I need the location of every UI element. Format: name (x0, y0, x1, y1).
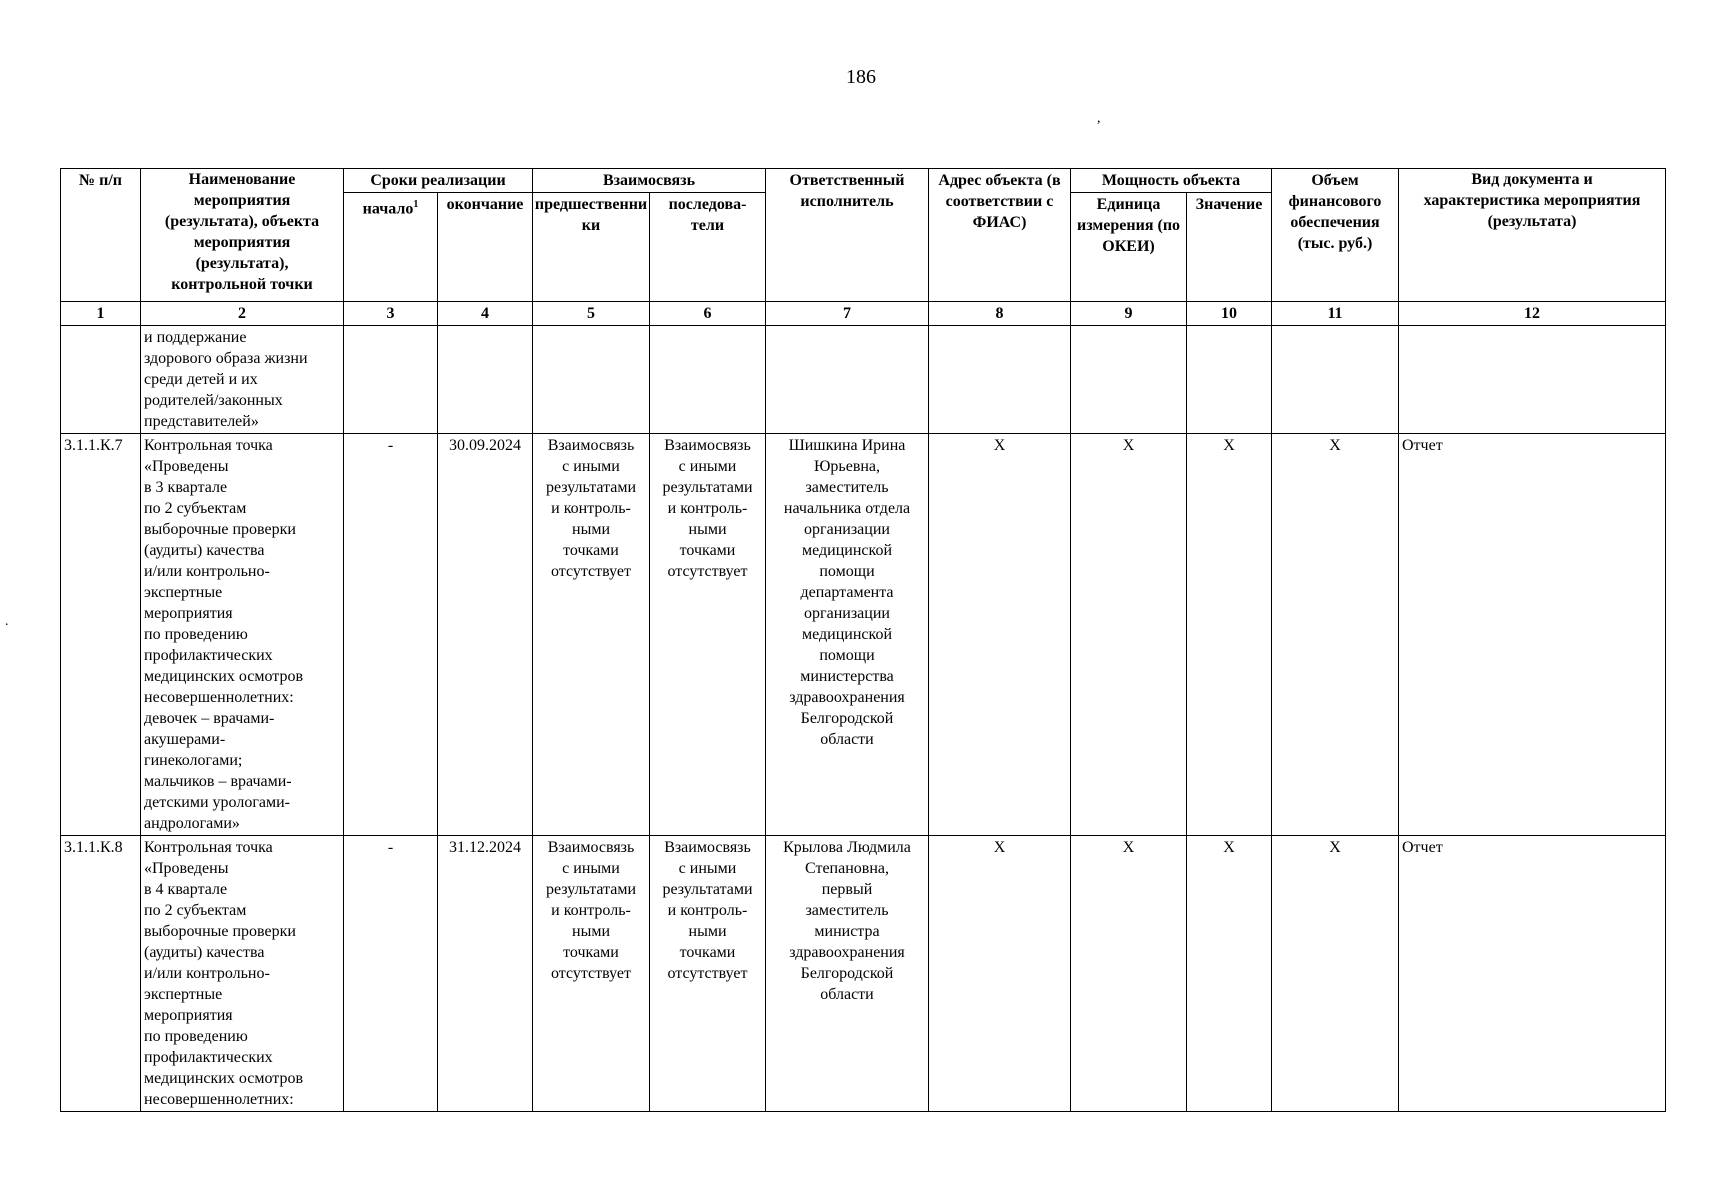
column-number: 5 (533, 302, 650, 326)
row-successors: Взаимосвязь с иными результатами и контроль- ными точками отсутствует (650, 434, 766, 836)
row-funding: Х (1272, 836, 1399, 1112)
row-successors (650, 326, 766, 434)
row-unit: Х (1071, 434, 1187, 836)
column-number: 1 (61, 302, 141, 326)
table-row (61, 836, 1666, 1112)
row-end: 30.09.2024 (438, 434, 533, 836)
row-num: 3.1.1.К.8 (61, 836, 141, 1112)
page-number: 186 (846, 66, 876, 88)
row-predecessors: Взаимосвязь с иными результатами и контроль- ными точками отсутствует (533, 434, 650, 836)
header-start: начало$^1$ (344, 193, 438, 302)
row-address: Х (929, 434, 1071, 836)
row-start (344, 326, 438, 434)
scan-mark-dot: , (1097, 111, 1101, 126)
column-number: 9 (1071, 302, 1187, 326)
table-row (61, 434, 1666, 836)
row-responsible: Шишкина Ирина Юрьевна, заместитель начальника отдела организации медицинской помощи департамента организации медицинской помощи министерства здравоохранения Белгородской области (766, 434, 929, 836)
row-name: и поддержание здорового образа жизни среди детей и их родителей/законных представителей» (141, 326, 344, 434)
column-number: 3 (344, 302, 438, 326)
row-doc: Отчет (1399, 836, 1666, 1112)
header-funding: Объем финансового обеспечения (тыс. руб.) (1272, 169, 1399, 302)
row-unit (1071, 326, 1187, 434)
row-name: Контрольная точка «Проведены в 3 квартале по 2 субъектам выборочные проверки (аудиты) качества и/или контрольно- экспертные мероприятия по проведению профилактических медицинских осмотров несовершеннолетних: девочек – врачами- акушерами- гинекологами; мальчиков – врачами- детскими урологами- андрологами» (141, 434, 344, 836)
row-address: Х (929, 836, 1071, 1112)
header-address: Адрес объекта (в соответствии с ФИАС) (929, 169, 1071, 302)
row-name: Контрольная точка «Проведены в 4 квартале по 2 субъектам выборочные проверки (аудиты) качества и/или контрольно- экспертные мероприятия по проведению профилактических медицинских осмотров несовершеннолетних: (141, 836, 344, 1112)
row-value: Х (1187, 434, 1272, 836)
column-number: 7 (766, 302, 929, 326)
header-responsible: Ответственный исполнитель (766, 169, 929, 302)
column-number: 11 (1272, 302, 1399, 326)
row-value: Х (1187, 836, 1272, 1112)
header-doc-type: Вид документа и характеристика мероприятия (результата) (1399, 169, 1666, 302)
plan-table (60, 168, 1666, 1112)
row-successors: Взаимосвязь с иными результатами и контроль- ными точками отсутствует (650, 836, 766, 1112)
row-doc (1399, 326, 1666, 434)
header-name: Наименование мероприятия (результата), объекта мероприятия (результата), контрольной точки (141, 169, 344, 302)
row-num (61, 326, 141, 434)
row-unit: Х (1071, 836, 1187, 1112)
column-number: 10 (1187, 302, 1272, 326)
column-number: 12 (1399, 302, 1666, 326)
scan-mark-dot: . (5, 614, 9, 629)
header-row-1 (61, 169, 1666, 193)
row-predecessors (533, 326, 650, 434)
row-end (438, 326, 533, 434)
row-start: - (344, 434, 438, 836)
header-predecessors: предшественники (533, 193, 650, 302)
header-capacity: Мощность объекта (1071, 169, 1272, 193)
header-num: № п/п (61, 169, 141, 302)
header-link: Взаимосвязь (533, 169, 766, 193)
column-number: 6 (650, 302, 766, 326)
row-responsible (766, 326, 929, 434)
row-responsible: Крылова Людмила Степановна, первый заместитель министра здравоохранения Белгородской области (766, 836, 929, 1112)
row-start: - (344, 836, 438, 1112)
row-doc: Отчет (1399, 434, 1666, 836)
row-funding (1272, 326, 1399, 434)
row-funding: Х (1272, 434, 1399, 836)
row-address (929, 326, 1071, 434)
column-number-row (61, 302, 1666, 326)
row-predecessors: Взаимосвязь с иными результатами и контроль- ными точками отсутствует (533, 836, 650, 1112)
header-end: окончание (438, 193, 533, 302)
header-successors: последова-тели (650, 193, 766, 302)
row-end: 31.12.2024 (438, 836, 533, 1112)
column-number: 2 (141, 302, 344, 326)
row-num: 3.1.1.К.7 (61, 434, 141, 836)
table-row (61, 326, 1666, 434)
column-number: 4 (438, 302, 533, 326)
row-value (1187, 326, 1272, 434)
header-unit: Единица измерения (по ОКЕИ) (1071, 193, 1187, 302)
column-number: 8 (929, 302, 1071, 326)
header-value: Значение (1187, 193, 1272, 302)
header-terms: Сроки реализации (344, 169, 533, 193)
